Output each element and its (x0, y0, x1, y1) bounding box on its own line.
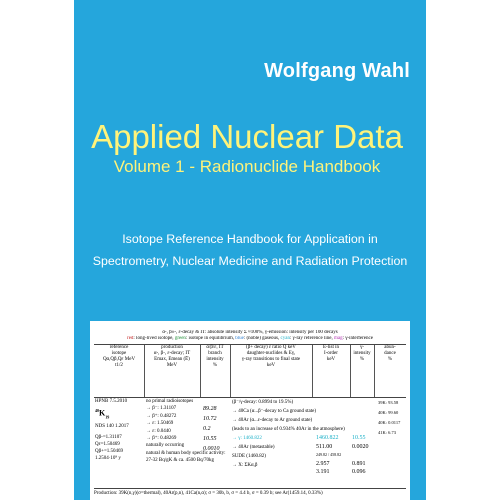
production-line: → β⁺: 0.48269 (146, 436, 177, 442)
intensity-cell (352, 434, 378, 477)
description-line-1: Isotope Reference Handbook for Application in (122, 232, 378, 246)
col-header-line: Qα,Qβ,Qε MeV (102, 357, 136, 362)
production-line: no primal radioisotopes (146, 399, 194, 404)
abundance-value: 40K: 99.60 (378, 410, 399, 415)
table-header-row (94, 344, 406, 398)
branch-value: 89.28 (203, 406, 217, 412)
legend-part: : (noble) gaseous, (243, 336, 281, 341)
branch-value: 10.72 (203, 416, 217, 422)
col-header-energy (312, 345, 350, 397)
col-header-line: intensity (353, 351, 371, 356)
production-line: → ε: 0.0440 (146, 428, 171, 434)
branch-cell (203, 404, 231, 454)
legend-part: : γ-interference (342, 336, 373, 341)
energy-value: 249.82 / 458.82 (316, 452, 342, 457)
col-header-daughter (230, 345, 312, 397)
legend-part: red (127, 336, 134, 341)
energy-cell (316, 434, 356, 477)
legend-part: : long-lived isotope, (133, 336, 175, 341)
isotope-z: 19 (105, 414, 110, 420)
col-header-line: (β+ decay) ε ratio Q keV (246, 345, 296, 350)
daughter-line: → 40Ar (α...ε-decay to Ar ground state) (232, 418, 313, 423)
branch-value: 0.2 (203, 426, 211, 432)
production-line: → β⁻: 1.31107 (146, 406, 177, 412)
branch-value: 10.55 (203, 436, 217, 442)
isotope-note: NDS 140 1.2017 (95, 424, 129, 430)
book-title: Applied Nuclear Data (91, 118, 403, 155)
col-header-line: α/β/ε, IT (206, 345, 224, 350)
intensity-value: 0.891 (352, 460, 366, 467)
abundance-value: 39K: 93.58 (378, 400, 399, 405)
abundance-cell (378, 398, 408, 438)
col-header-line: daughter-nuclides & Eγ, (246, 351, 296, 356)
daughter-line: (β⁻/γ-decay: 0.8994 to 19.5%) (232, 400, 294, 405)
production-line: → β⁺: 0.48272 (146, 413, 177, 419)
production-line: 27-32 Bq/gK & ca. 4500 Bq/70kg (146, 458, 215, 464)
col-header-abundance (374, 345, 406, 397)
isotope-q-value: Qβ+=1.50469 (95, 449, 124, 455)
energy-value: 3.191 (316, 469, 330, 475)
energy-value: 1460.822 (316, 435, 339, 441)
legend-part: : γ-ray reference line, (289, 336, 334, 341)
author-name: Wolfgang Wahl (264, 60, 410, 82)
table-overlay (90, 0, 410, 500)
col-header-line: α-, β-, ε-decay; IT (153, 351, 191, 356)
production-line: → ε: 1.50469 (146, 421, 174, 427)
production-line: natural & human body specific activity: (146, 450, 226, 456)
col-header-line: % (359, 357, 365, 362)
col-header-intensity (350, 345, 374, 397)
isotope-cell (95, 398, 143, 462)
description-line-2: Spectrometry, Nuclear Medicine and Radiation Protection (92, 254, 408, 268)
isotope-note: HPNB 7.5.2010 (95, 399, 128, 404)
isotope-half-life: 1.2504·10⁹ y (95, 456, 121, 462)
isotope-q-value: Qε=1.50469 (95, 442, 120, 448)
energy-value: 511.00 (316, 443, 333, 450)
col-header-line: % (387, 357, 393, 362)
daughter-line: → 40Ca (α...β⁻-decay to Ca ground state) (232, 409, 317, 414)
col-header-branch (200, 345, 230, 397)
legend-part: mag (333, 336, 343, 341)
col-header-line: abun- (384, 345, 396, 350)
production-footer: Production: 39K(n,γ)(σ=thermal), 40Ar(p,n), 41Ca(n,α); σ = 30b, b, σ = 4.4 b, σ = 0.39 b; see Ar(1459.14, 0.33%) (94, 488, 406, 499)
col-header-line: branch (208, 351, 222, 356)
col-header-line: % (212, 363, 218, 368)
daughter-line: → X: ΣKα,β (232, 463, 258, 468)
intensity-value: 0.096 (352, 469, 366, 475)
col-header-line: E-list in (323, 345, 339, 350)
isotope-letter: K (99, 408, 106, 418)
daughter-line: (leads to an increase of 0.934% 40Ar in the atmosphere) (232, 427, 345, 432)
production-line: naturally occurring (146, 443, 185, 449)
col-header-production (144, 345, 200, 397)
col-header-line: γ-ray transitions to final state (241, 357, 301, 362)
col-header-line: γ- (360, 345, 364, 350)
daughter-line: SUDE (1460.82) (232, 454, 266, 459)
legend-part: blue (235, 336, 244, 341)
branch-value: 0.0010 (203, 446, 220, 452)
table-legend-line-1: α-, β±-, ε-decay & IT: absolute intensity Σ ≈100%, γ-emission: intensity per 100 decays (162, 330, 338, 335)
col-header-line: Emax, Emean (Ē) (154, 357, 190, 362)
col-header-line: MeV (166, 363, 178, 368)
abundance-value: 41K: 6.73 (378, 430, 396, 435)
legend-part: green (174, 336, 186, 341)
legend-part: cyan (280, 336, 290, 341)
daughter-line: → 40Ar (metastable) (232, 445, 275, 450)
col-header-line: reference (109, 345, 129, 350)
legend-part: : isotope in equilibrium, (185, 336, 236, 341)
col-header-line: intensity (206, 357, 224, 362)
col-header-line: isotope (111, 351, 127, 356)
col-header-isotope (94, 345, 144, 397)
isotope-mass: 40 (95, 408, 99, 413)
col-header-line: keV (266, 363, 276, 368)
isotope-q-value: Qβ-=1.31107 (95, 435, 122, 441)
col-header-line: I-order (324, 351, 338, 356)
col-header-line: dance (384, 351, 396, 356)
col-header-line: t1/2 (115, 363, 123, 368)
daughter-line: → γ: 1460.822 (232, 436, 262, 441)
energy-value: 2.957 (316, 460, 330, 467)
abundance-value: 40K: 0.0117 (378, 420, 401, 425)
isotope-symbol (95, 405, 143, 423)
col-header-line: keV (326, 357, 336, 362)
col-header-line: production (161, 345, 183, 350)
intensity-value: 10.55 (352, 435, 366, 441)
intensity-value: 0.0020 (352, 443, 369, 450)
book-subtitle: Volume 1 - Radionuclide Handbook (113, 157, 381, 176)
